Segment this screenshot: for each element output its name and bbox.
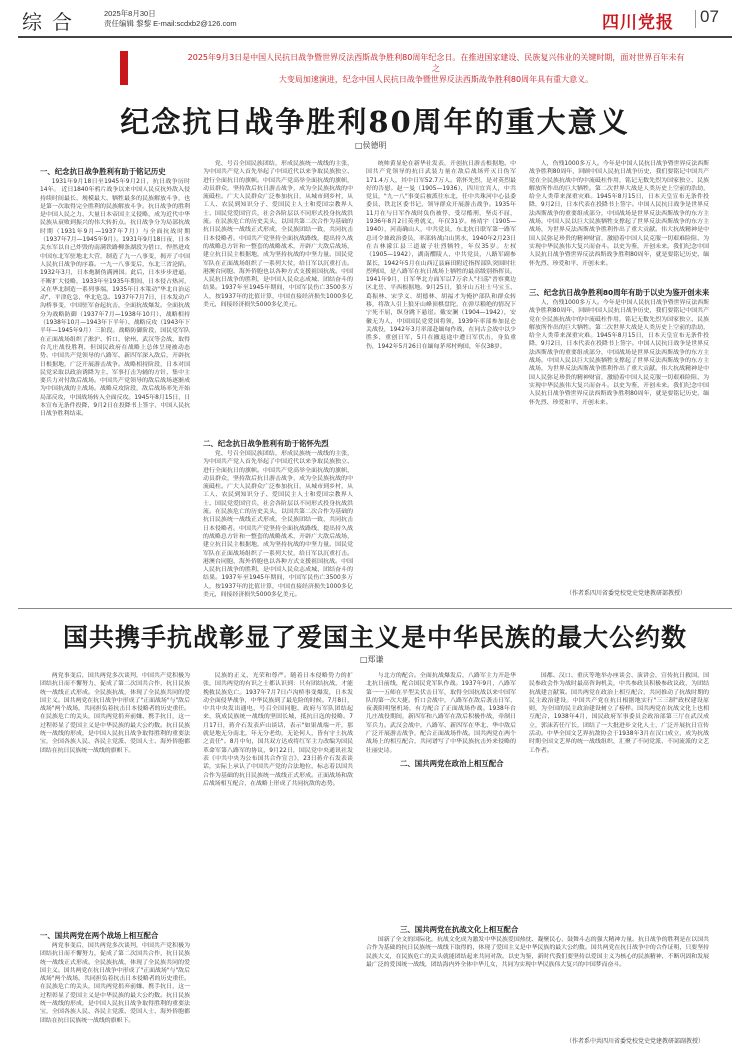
article-1-column-4b: 人，伤残1000多万人。今年是中国人民抗日战争暨世界反法西斯战争胜利80周年，回顾中国人民抗日战争历史，我们要铭记中国共产党在全民族抗战中的中流砥柱作用，铭记无数先烈为国家独立、民族解放所作出的巨大牺牲。第二次世界大战是人类历史上空前的浩劫，给全人类带来深重灾难。1945年8月15日，日本天皇宣布无条件投降，9月2日，日本代表在投降书上签字。中国人民抗日战争是世界反法西斯战争的重要组成部分，中国战场是世界反法西斯战争的东方主战场。中国人民以巨大民族牺牲支撑起了世界反法西斯战争的东方主战场，为世界反法西斯战争胜利作出了重大贡献。伟大抗战精神是中国人民弥足珍贵的精神财富，激励着中国人民克服一切艰难险阻、为实现中华民族伟大复兴而奋斗。以史为鉴，开创未来。我们纪念中国人民抗日战争暨世界反法西斯战争胜利80周年，就是要铭记历史、缅怀先烈、珍爱和平、开创未来。 bbox=[529, 300, 709, 406]
section-divider bbox=[18, 608, 732, 609]
article-2-column-3: 与北方的配合。全面抗战爆发后，八路军主力开赴华北抗日前线，配合国民党军队作战。1937年9月，八路军第一一五师在平型关伏击日军，取得全国抗战以来中国军队的第一次大捷。忻口会战中，八路军在敌后袭击日军，夜袭阳明堡机场，有力配合了正面战场作战。1938年台儿庄战役期间，新四军和八路军在敌后积极作战，牵制日军兵力。武汉会战中，八路军、新四军在华北、华中敌后广泛开展游击战争，配合正面战场作战。国共两党在两个战场上的相互配合，共同谱写了中华民族抗击外来侵略的壮丽史诗。 bbox=[366, 673, 516, 754]
masthead-rule bbox=[18, 36, 732, 38]
article-1-column-2a: 党、号召全国民族团结，形成民族统一战线的主张，为中国共产党人首先举起了中国近代以来争取民族独立、进行全面抗日的旗帜。中国共产党高举全面抗战的旗帜，动员群众，坚持敌后抗日游击战争，成为全民族抗战的中流砥柱。广大人民群众广泛参加抗日，从城市到乡村，从工人、农民到知识分子、爱国民主人士和爱国宗教界人士、国民党爱国官兵，社会各阶层以不同形式投身抗战洪流。在民族危亡的历史关头，以国共第二次合作为基础的抗日民族统一战线正式形成，全民族团结一致，共同抗击日本侵略者。中国共产党坚持全面抗战路线，提出持久战的战略总方针和一整套的战略战术，开辟广大敌后战场，建立抗日民主根据地，成为坚持抗战的中坚力量。国民党军队在正面战场组织了一系列大仗，给日军以沉重打击。港澳台同胞、海外侨胞也以各种方式支援祖国抗战。中国人民抗日战争的胜利，是中国人民众志成城、团结奋斗的结果。1937年至1945年期间，中国军民伤亡3500多万人，按1937年的比值计算，中国直接经济损失1000多亿美元，间接经济损失5000多亿美元。 bbox=[203, 161, 353, 309]
article-1-column-4a: 人，伤残1000多万人。今年是中国人民抗日战争暨世界反法西斯战争胜利80周年，回顾中国人民抗日战争历史，我们要铭记中国共产党在全民族抗战中的中流砥柱作用，铭记无数先烈为国家独立、民族解放所作出的巨大牺牲。第二次世界大战是人类历史上空前的浩劫，给全人类带来深重灾难。1945年8月15日，日本天皇宣布无条件投降，9月2日，日本代表在投降书上签字。中国人民抗日战争是世界反法西斯战争的重要组成部分，中国战场是世界反法西斯战争的东方主战场。中国人民以巨大民族牺牲支撑起了世界反法西斯战争的东方主战场，为世界反法西斯战争胜利作出了重大贡献。伟大抗战精神是中国人民弥足珍贵的精神财富，激励着中国人民克服一切艰难险阻、为实现中华民族伟大复兴而奋斗。以史为鉴，开创未来。我们纪念中国人民抗日战争暨世界反法西斯战争胜利80周年，就是要铭记历史、缅怀先烈、珍爱和平、开创未来。 bbox=[529, 161, 709, 267]
article-1-column-3: 统帅黄显伦在新华社发表，开创抗日游击根据地。中国共产党领导的抗日武装力量在敌后战场歼灭日伪军171.4万人，其中日军52.7万人。铭怀先烈，是对英烈最好的告慰。赵一曼（1905—1936），四川宜宾人，中共党员，"九一八"事变后被派往东北，任中共珠河中心县委委员、铁北区委书记，领导群众开展游击战争。1935年11月在与日军作战时负伤被俘，受尽酷刑，坚贞不屈，1936年8月2日英勇就义，年仅31岁。杨靖宇（1905—1940），河南确山人，中共党员，东北抗日联军第一路军总司令兼政治委员，率部转战白山黑水，1940年2月23日在吉林濛江县三道崴子壮烈牺牲，年仅35岁。左权（1905—1942），湖南醴陵人，中共党员，八路军副参谋长，1942年5月在山西辽县麻田附近指挥部队突围时壮烈殉国，是八路军在抗日战场上牺牲的最高级别指挥员。1941年9月，日军华北方面军以7万余人"扫荡"晋察冀边区北岳、平西根据地。9月25日，狼牙山五壮士马宝玉、葛振林、宋学义、胡德林、胡福才为掩护部队和群众转移，将敌人引上狼牙山峰顶棋盘陀，在弹尽粮绝的情况下宁死不屈，纵身跳下悬崖。戴安澜（1904—1942），安徽无为人，中国国民党爱国将领，1939年率部参加昆仑关战役，1942年3月率部赴缅甸作战，在同古会战中以少胜多，重创日军，5月在撤退途中遭日军伏击，身负重伤，1942年5月26日在缅甸茅邦村殉国，年仅38岁。 bbox=[366, 161, 516, 350]
article-1-column-1: 1931年9月18日至1945年9月2日，抗日战争历时14年。 近日1840年鸦片战争以来中国人民反抗外敌入侵持续时间最长、规模最大、牺牲最多的民族解放斗争，也是第一次取得完全胜利的民族解放斗争。抗日战争的胜利是中国人民之力、大量日本帝国主义侵略，成为近代中华民族从衰败到振兴的伟大转折点。抗日战争分为局部抗战时期（1931年9月—1937年7月）与全面抗战时期（1937年7月—1945年9月）。1931年9月18日夜，日本关东军以自己炸毁的南满铁路柳条湖段为借口，悍然进攻中国东北军驻地北大营，制造了九一八事变，揭开了中国人民抗日战争的序幕。一九一八事变后，东北三省沦陷，1932年3月，日本炮制伪满洲国。此后，日本步步进逼，不断扩大侵略，1933年至1935年期间，日本侵占热河，又在华北制造一系列事端。1935年日本策动"华北自治运动"，平津危急，华北危急。1937年7月7日，日本发动卢沟桥事变，中国驻军奋起抗击，全面抗战爆发。全面抗战分为战略防御（1937年7月—1938年10月）、战略相持（1938年10月—1943年下半年）、战略反攻（1943年下半年—1945年9月）三阶段。战略防御阶段，国民党军队在正面战场组织了淞沪、忻口、徐州、武汉等会战，取得台儿庄战役胜利，但国民政府在战略上总体呈现被动态势。中国共产党领导的八路军、新四军深入敌后，开辟抗日根据地，广泛开展游击战争。战略相持阶段，日本对国民党采取以政治诱降为主、军事打击为辅的方针，集中主要兵力对付敌后战场。中国共产党领导的敌后战场逐渐成为中国抗战的主战场。战略反攻阶段，敌后战场率先开始局部反攻，中国战场转入全面反攻。1945年8月15日，日本宣布无条件投降，9月2日在投降书上签字，中国人民抗日战争胜利结束。 bbox=[40, 179, 190, 418]
article-2-column-2: 民族的正义、光荣和尊严。随着日本侵略势力的扩张，国共两党的有识之士都认识到：只有团结抗战，才能挽救民族危亡。1937年7月7日卢沟桥事变爆发，日本发动全面侵华战争，中华民族到了最危险的时候。7月8日，中共中央发出通电，号召全国同胞、政府与军队团结起来，筑成民族统一战线的坚固长城，抵抗日寇的侵略。7月17日，蒋介石发表庐山谈话，表示"如果战端一开，那就是地无分南北，年无分老幼，无论何人，皆有守土抗战之责任"。8月中旬，国共双方达成将红军主力改编为国民革命军第八路军的协议，9月22日，国民党中央通讯社发表《中共中央为公布国共合作宣言》，23日蒋介石发表谈话，实际上承认了中国共产党的合法地位，标志着以国共合作为基础的抗日民族统一战线正式形成。正面战场和敌后战场相互配合，在战略上形成了共同抗敌的态势。 bbox=[203, 673, 353, 787]
article-2-heading-2: 二、国共两党在政治上相互配合 bbox=[400, 759, 504, 768]
article-1-heading-1: 一、纪念抗日战争胜利有助于铭记历史 bbox=[40, 167, 166, 176]
lead-banner bbox=[186, 52, 686, 85]
editor-contact: 责任编辑 黎黎 E-mail:scdxb2@126.com bbox=[104, 19, 237, 28]
article-1-column-2b: 党、号召全国民族团结，形成民族统一战线的主张，为中国共产党人首先举起了中国近代以来争取民族独立、进行全面抗日的旗帜。中国共产党高举全面抗战的旗帜，动员群众，坚持敌后抗日游击战争，成为全民族抗战的中流砥柱。广大人民群众广泛参加抗日，从城市到乡村，从工人、农民到知识分子、爱国民主人士和爱国宗教界人士、国民党爱国官兵，社会各阶层以不同形式投身抗战洪流。在民族危亡的历史关头，以国共第二次合作为基础的抗日民族统一战线正式形成，全民族团结一致，共同抗击日本侵略者。中国共产党坚持全面抗战路线，提出持久战的战略总方针和一整套的战略战术，开辟广大敌后战场，建立抗日民主根据地，成为坚持抗战的中坚力量。国民党军队在正面战场组织了一系列大仗，给日军以沉重打击。港澳台同胞、海外侨胞也以各种方式支援祖国抗战。中国人民抗日战争的胜利，是中国人民众志成城、团结奋斗的结果。1937年至1945年期间，中国军民伤亡3500多万人，按1937年的比值计算，中国直接经济损失1000多亿美元，间接经济损失5000多亿美元。 bbox=[203, 451, 353, 598]
article-2-heading-1: 一、国共两党在两个战场上相互配合 bbox=[40, 931, 159, 940]
article-2-byline: □郑谦 bbox=[360, 655, 384, 664]
issue-meta bbox=[104, 9, 237, 29]
page-number-divider bbox=[695, 10, 696, 28]
article-2-column-1a: 两党事变后，国共两党多次谈判，中国共产党积极为团结抗日而不懈努力，促成了第二次国共合作，抗日民族统一战线正式形成。全民族抗战，体现了全民族共同的爱国主义。国共两党在抗日战争中形成了"正面战场"与"敌后战场"两个战场，共同担负着抗击日本侵略者的历史重任。在民族危亡的关头，国共两党捐弃前嫌、携手抗日，这一过程彰显了爱国主义是中华民族的最大公约数。抗日民族统一战线的形成，是中国人民抗日战争取得胜利的重要法宝，全国各族人民、各民主党派、爱国人士、海外侨胞都团结在抗日民族统一战线的旗帜下。 bbox=[40, 673, 190, 754]
newspaper-logo: 四川党报 bbox=[602, 13, 674, 33]
banner-accent bbox=[120, 51, 128, 85]
article-2-heading-3: 三、国共两党在抗战文化上相互配合 bbox=[400, 925, 519, 934]
banner-line-2: 大变局加速演进，纪念中国人民抗日战争暨世界反法西斯战争胜利80周年具有重大意义。 bbox=[278, 75, 594, 84]
banner-line-1: 2025年9月3日是中国人民抗日战争暨世界反法西斯战争胜利80周年纪念日。在推进国家建设、民族复兴伟业的关键时期，面对世界百年未有之 bbox=[187, 53, 685, 73]
section-title: 综合 bbox=[22, 10, 82, 34]
article-2-title: 国共携手抗战彰显了爱国主义是中华民族的最大公约数 bbox=[62, 623, 687, 652]
article-1-title: 纪念抗日战争胜利80周年的重大意义 bbox=[120, 105, 630, 139]
article-2-column-5: 国新了全文的国际化，抗战文化成为激发中华民族爱国热忱、凝聚民心、鼓舞斗志的强大精神力量。抗日战争的胜利是在以国共合作为基础的抗日民族统一战线下取得的，体现了爱国主义是中华民族的最大公约数。国共两党在抗日战争中的合作证明，只要坚持民族大义，在民族危亡的关头就能团结起来共同对敌。以史为鉴，新时代我们要坚持以爱国主义为核心的民族精神，不断巩固和发展最广泛的爱国统一战线，团结海内外全体中华儿女，共同为实现中华民族伟大复兴的中国梦而奋斗。 bbox=[366, 937, 709, 968]
article-1-heading-3: 三、纪念抗日战争胜利80周年有助于以史为鉴开创未来 bbox=[529, 288, 710, 297]
article-1-byline: □侯德明 bbox=[355, 141, 387, 150]
article-2-signature: （作者系中共四川省委党校党史党建教研部副教授） bbox=[566, 1038, 705, 1045]
article-2-column-4: 国都、汉口、重庆等地举办座谈会、演讲会，宣传抗日救国，国民参政会作为战时最高咨询机关，中共参政员积极参政议政，为团结抗战建言献策。国共两党在政治上相互配合，共同推动了抗战时期的民主政治建设。中国共产党在抗日根据地实行"三三制"政权建设原则，为全国的民主政治建设树立了榜样。国共两党在抗战文化上也相互配合，1938年4月，国民政府军事委员会政治部第三厅在武汉成立，郭沫若任厅长，团结了一大批进步文化人士，广泛开展抗日宣传活动。中华全国文艺界抗敌协会于1938年3月在汉口成立，成为抗战时期全国文艺界的统一战线组织，汇聚了不同党派、不同流派的文艺工作者。 bbox=[529, 673, 709, 754]
page-number: 07 bbox=[700, 7, 719, 26]
article-1-signature: （作者系四川省委党校党史党建教研部教授） bbox=[566, 590, 687, 597]
article-1-heading-2: 二、纪念抗日战争胜利有助于铭怀先烈 bbox=[203, 439, 329, 448]
issue-date: 2025年8月30日 bbox=[104, 9, 156, 18]
article-2-column-1b: 两党事变后，国共两党多次谈判，中国共产党积极为团结抗日而不懈努力，促成了第二次国共合作，抗日民族统一战线正式形成。全民族抗战，体现了全民族共同的爱国主义。国共两党在抗日战争中形成了"正面战场"与"敌后战场"两个战场，共同担负着抗击日本侵略者的历史重任。在民族危亡的关头，国共两党捐弃前嫌、携手抗日，这一过程彰显了爱国主义是中华民族的最大公约数。抗日民族统一战线的形成，是中国人民抗日战争取得胜利的重要法宝，全国各族人民、各民主党派、爱国人士、海外侨胞都团结在抗日民族统一战线的旗帜下。 bbox=[40, 943, 190, 1024]
